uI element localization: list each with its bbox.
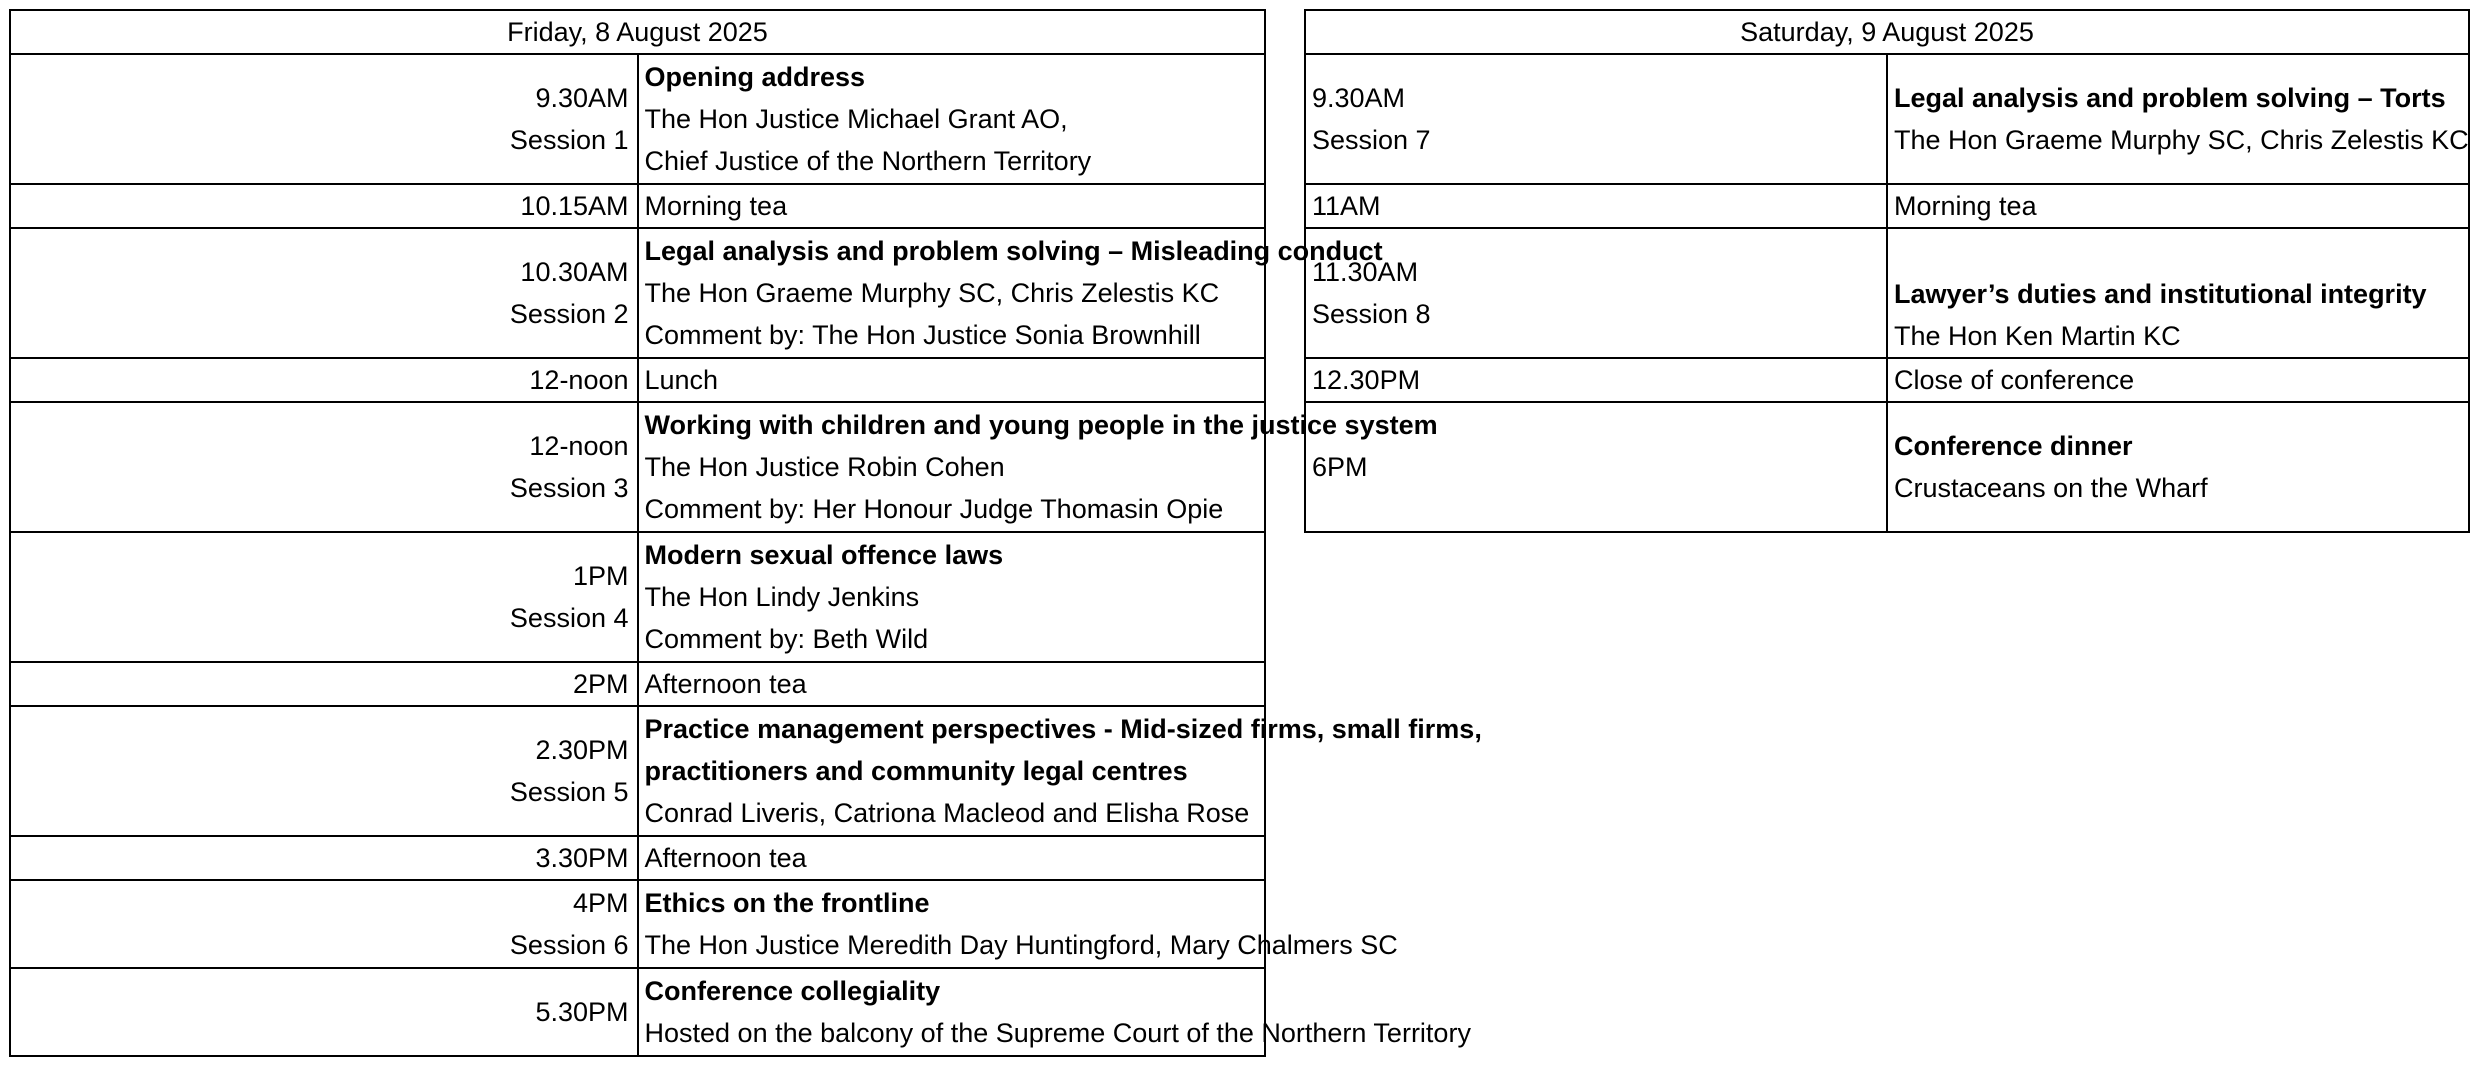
time-cell [10, 184, 638, 228]
break-label: Afternoon tea [644, 669, 807, 699]
session-time: 5.30PM [535, 997, 629, 1027]
session-time: 12.30PM [1312, 365, 1421, 395]
session-time: 12-noon [529, 431, 629, 461]
session-venue: Hosted on the balcony of the Supreme Court of the Northern Territory [644, 1018, 1471, 1048]
break-label: Morning tea [1894, 191, 2037, 221]
session-speaker: The Hon Graeme Murphy SC, Chris Zelestis KC [1894, 125, 2469, 155]
session-comment: Comment by: The Hon Justice Sonia Brownhill [644, 320, 1201, 350]
session-speaker: The Hon Justice Meredith Day Huntingford, Mary Chalmers SC [644, 930, 1398, 960]
session-time: 12-noon [529, 365, 629, 395]
break-label: Morning tea [644, 191, 788, 221]
session-time: 4PM [572, 888, 629, 918]
session-title: Working with children and young people in the justice system [644, 410, 1438, 440]
table-row [10, 836, 1265, 880]
table-row [10, 54, 1265, 184]
session-time: 10.30AM [520, 257, 629, 287]
session-time: 11.30AM [1312, 257, 1419, 287]
time-cell [10, 54, 638, 184]
session-time: 1PM [572, 561, 629, 591]
table-row [1305, 228, 2469, 358]
session-title: Conference dinner [1894, 431, 2133, 461]
session-speaker: The Hon Justice Robin Cohen [644, 452, 1005, 482]
session-number: Session 5 [509, 777, 629, 807]
table-row [10, 228, 1265, 358]
session-speaker: The Hon Lindy Jenkins [644, 582, 920, 612]
session-number: Session 1 [509, 125, 629, 155]
session-title: Ethics on the frontline [644, 888, 930, 918]
time-cell [10, 968, 638, 1056]
table-row [10, 402, 1265, 532]
time-cell [1305, 358, 1887, 402]
session-details [638, 968, 1471, 1056]
time-cell [10, 532, 638, 662]
session-speaker: The Hon Graeme Murphy SC, Chris Zelestis KC [644, 278, 1220, 308]
session-speaker: The Hon Justice Michael Grant AO, [644, 104, 1068, 134]
table-row [1305, 358, 2469, 402]
session-title: Conference collegiality [644, 976, 941, 1006]
time-cell [10, 880, 638, 968]
session-number: Session 2 [509, 299, 629, 329]
break-label: Afternoon tea [644, 843, 807, 873]
session-title: Opening address [644, 62, 866, 92]
session-title: practitioners and community legal centres [644, 756, 1188, 786]
session-comment: Comment by: Her Honour Judge Thomasin Opie [644, 494, 1224, 524]
session-time: 2.30PM [535, 735, 629, 765]
break-label: Close of conference [1894, 365, 2135, 395]
time-cell [10, 836, 638, 880]
table-row [10, 532, 1265, 662]
session-details [638, 54, 1266, 184]
session-details [638, 836, 1266, 880]
session-details [1887, 358, 2469, 402]
time-cell [1305, 54, 1887, 184]
time-cell [1305, 228, 1887, 358]
session-time: 11AM [1312, 191, 1381, 221]
session-title: Lawyer’s duties and institutional integrity [1894, 279, 2427, 309]
table-row [10, 358, 1265, 402]
session-title: Legal analysis and problem solving – Torts [1894, 83, 2446, 113]
session-time: 2PM [572, 669, 629, 699]
table-row [10, 706, 1265, 836]
session-number: Session 3 [509, 473, 629, 503]
session-details [1887, 402, 2469, 532]
session-time: 6PM [1312, 452, 1368, 482]
table-row [1305, 54, 2469, 184]
time-cell [10, 358, 638, 402]
table-row [10, 662, 1265, 706]
saturday-heading: Saturday, 9 August 2025 [1305, 10, 2469, 54]
session-comment: Comment by: Beth Wild [644, 624, 929, 654]
session-speaker: Chief Justice of the Northern Territory [644, 146, 1092, 176]
session-number: Session 7 [1312, 125, 1431, 155]
session-speaker: The Hon Ken Martin KC [1894, 321, 2181, 351]
session-details [1887, 228, 2469, 358]
session-details [1887, 184, 2469, 228]
session-details [638, 706, 1482, 836]
time-cell [10, 228, 638, 358]
friday-heading: Friday, 8 August 2025 [10, 10, 1265, 54]
session-details [638, 662, 1266, 706]
session-details [1887, 54, 2469, 184]
session-time: 10.15AM [520, 191, 629, 221]
session-time: 3.30PM [535, 843, 629, 873]
session-details [638, 184, 1266, 228]
session-details [638, 880, 1398, 968]
time-cell [10, 662, 638, 706]
break-label: Lunch [644, 365, 719, 395]
time-cell [1305, 184, 1887, 228]
session-number: Session 6 [509, 930, 629, 960]
time-cell [1305, 402, 1887, 532]
table-row [1305, 402, 2469, 532]
session-number: Session 8 [1312, 299, 1431, 329]
session-details [638, 532, 1266, 662]
session-title: Legal analysis and problem solving – Misleading conduct [644, 236, 1383, 266]
session-details [638, 358, 1266, 402]
session-venue: Crustaceans on the Wharf [1894, 473, 2208, 503]
session-number: Session 4 [509, 603, 629, 633]
table-row [10, 968, 1265, 1056]
table-row [10, 880, 1265, 968]
table-row [1305, 184, 2469, 228]
session-time: 9.30AM [1312, 83, 1406, 113]
table-row [10, 184, 1265, 228]
time-cell [10, 706, 638, 836]
session-time: 9.30AM [535, 83, 629, 113]
session-title: Practice management perspectives - Mid-sized firms, small firms, [644, 714, 1482, 744]
session-title: Modern sexual offence laws [644, 540, 1004, 570]
time-cell [10, 402, 638, 532]
session-speaker: Conrad Liveris, Catriona Macleod and Elisha Rose [644, 798, 1250, 828]
saturday-schedule-table [1304, 9, 2470, 533]
